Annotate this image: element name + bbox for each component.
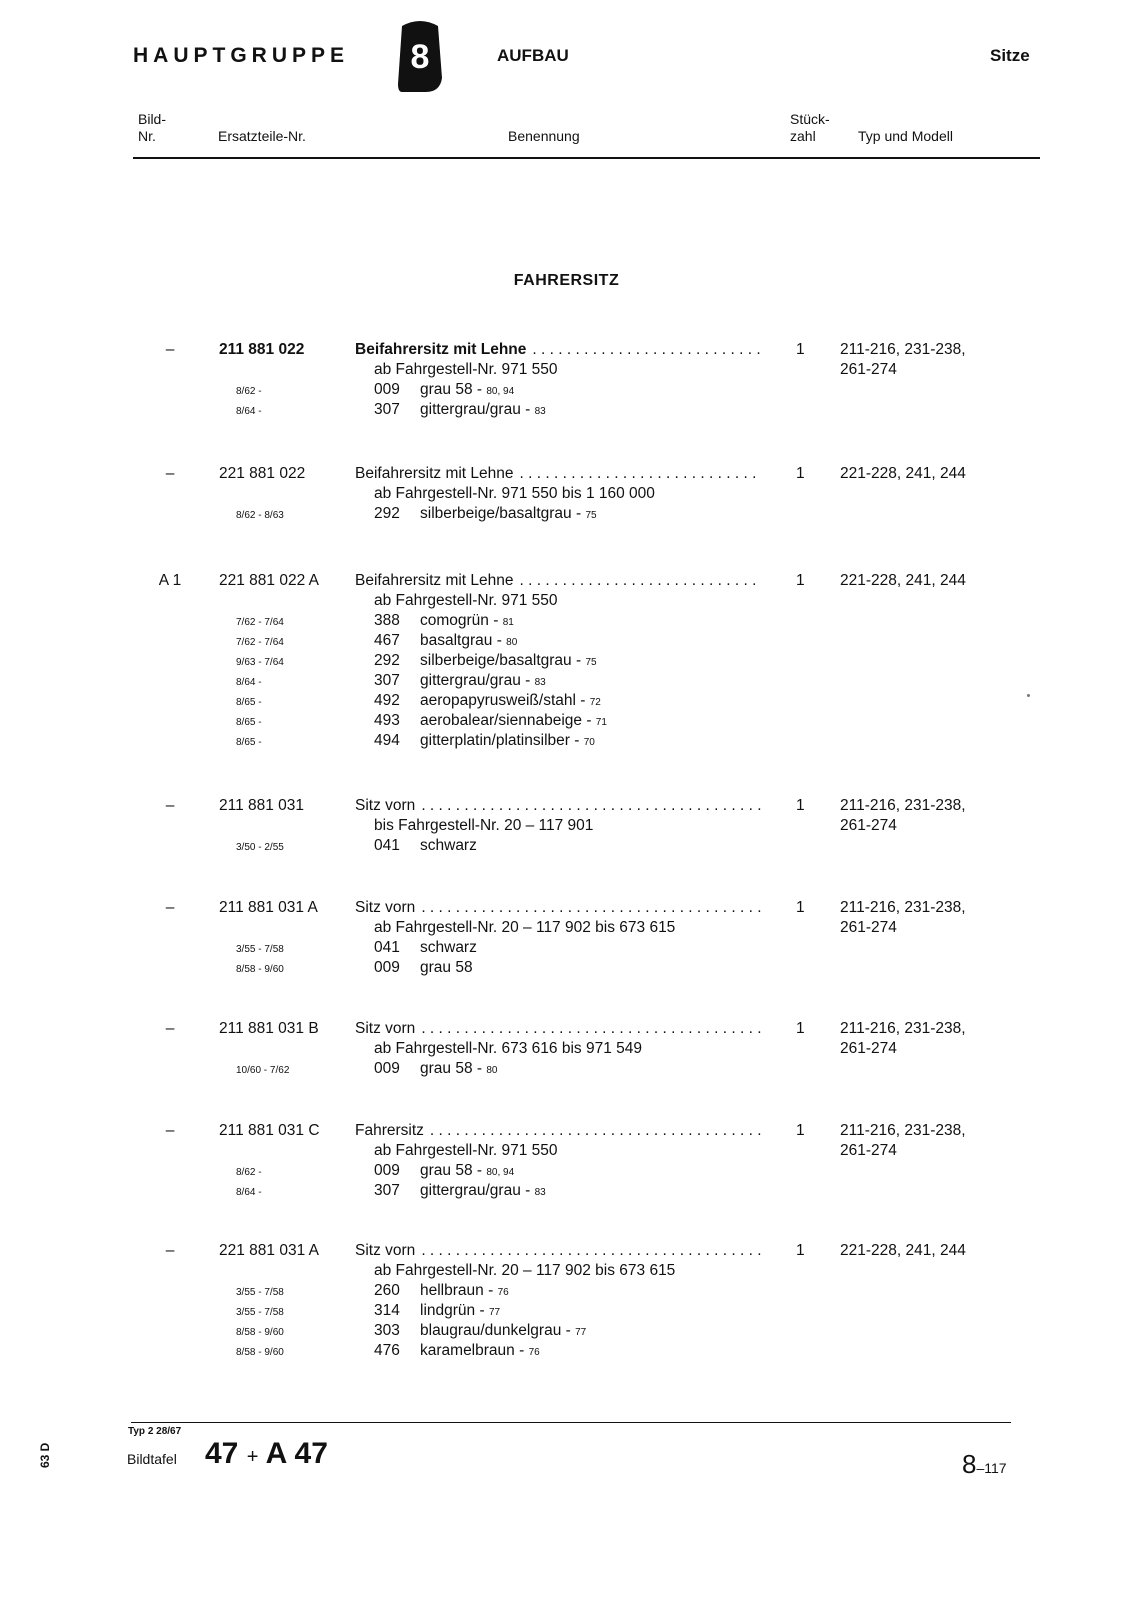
color-code: 307	[374, 401, 400, 418]
color-code: 041	[374, 837, 400, 854]
part-name-text: Beifahrersitz mit Lehne	[355, 465, 514, 482]
type-model-cont: 261-274	[840, 361, 897, 378]
part-number: 221 881 022 A	[219, 572, 319, 589]
entry-main-line	[0, 572, 1133, 592]
color-name-text: grau 58 -	[420, 1060, 483, 1077]
footer-rule	[131, 1422, 1011, 1423]
part-number: 211 881 031 C	[219, 1122, 320, 1139]
color-name	[420, 837, 477, 855]
side-code: 63 D	[38, 1442, 52, 1468]
part-name	[355, 572, 762, 590]
col-stueckzahl	[790, 111, 830, 145]
bildtafel-number	[205, 1437, 328, 1471]
date-range: 9/63 - 7/64	[236, 657, 284, 668]
group-title: HAUPTGRUPPE	[133, 44, 350, 67]
bild-nr: –	[165, 797, 175, 814]
color-row	[0, 381, 1133, 401]
color-name-text: grau 58	[420, 959, 473, 976]
entry-sub-line	[0, 1040, 1133, 1060]
color-name-text: comogrün -	[420, 612, 499, 629]
part-number: 221 881 031 A	[219, 1242, 319, 1259]
quantity: 1	[796, 1242, 805, 1259]
type-model: 221-228, 241, 244	[840, 465, 966, 482]
col-stueck-line1: Stück-	[790, 111, 830, 127]
color-name-text: lindgrün -	[420, 1302, 485, 1319]
color-row	[0, 939, 1133, 959]
color-name-text: gittergrau/grau -	[420, 401, 531, 418]
color-mark: 83	[534, 1187, 546, 1198]
color-name-text: schwarz	[420, 837, 477, 854]
part-number: 211 881 031 B	[219, 1020, 319, 1037]
color-name	[420, 1282, 509, 1300]
page-main: 8	[962, 1449, 977, 1479]
type-model: 211-216, 231-238,	[840, 797, 966, 814]
color-name	[420, 732, 595, 750]
part-name-text: Beifahrersitz mit Lehne	[355, 572, 514, 589]
quantity: 1	[796, 1020, 805, 1037]
color-row	[0, 959, 1133, 979]
color-name	[420, 692, 601, 710]
entry-sub-line	[0, 817, 1133, 837]
group-number: 8	[410, 38, 430, 76]
part-name-text: Beifahrersitz mit Lehne	[355, 341, 527, 358]
color-name	[420, 1060, 497, 1078]
bildtafel-b: A 47	[265, 1437, 328, 1470]
part-name	[355, 341, 762, 359]
leader-dots	[421, 1242, 762, 1260]
chassis-range: ab Fahrgestell-Nr. 20 – 117 902 bis 673 615	[374, 1262, 676, 1279]
color-row	[0, 401, 1133, 421]
color-row	[0, 1060, 1133, 1080]
part-name-text: Sitz vorn	[355, 1020, 416, 1037]
col-typ-modell: Typ und Modell	[858, 128, 953, 144]
quantity: 1	[796, 797, 805, 814]
color-name	[420, 1182, 546, 1200]
part-name	[355, 1122, 762, 1140]
entry-sub-line	[0, 485, 1133, 505]
color-name-text: basaltgrau -	[420, 632, 502, 649]
leader-dots	[520, 572, 762, 590]
color-row	[0, 1322, 1133, 1342]
part-name-text: Sitz vorn	[355, 899, 416, 916]
color-name	[420, 959, 473, 977]
part-name	[355, 1242, 762, 1260]
quantity: 1	[796, 341, 805, 358]
color-mark: 71	[595, 717, 607, 728]
leader-dots	[421, 899, 762, 917]
bildtafel-a: 47	[205, 1437, 239, 1470]
date-range: 10/60 - 7/62	[236, 1065, 290, 1076]
part-number: 221 881 022	[219, 465, 306, 482]
color-mark: 80, 94	[486, 386, 515, 397]
date-range: 8/58 - 9/60	[236, 1347, 284, 1358]
color-row	[0, 1342, 1133, 1362]
color-row	[0, 632, 1133, 652]
col-bild-line2: Nr.	[138, 128, 156, 144]
quantity: 1	[796, 465, 805, 482]
date-range: 3/50 - 2/55	[236, 842, 284, 853]
color-name-text: gittergrau/grau -	[420, 1182, 531, 1199]
color-row	[0, 692, 1133, 712]
type-model: 221-228, 241, 244	[840, 1242, 966, 1259]
color-code: 292	[374, 505, 400, 522]
color-mark: 81	[502, 617, 514, 628]
color-code: 009	[374, 1060, 400, 1077]
color-row	[0, 732, 1133, 752]
entry-sub-line	[0, 1262, 1133, 1282]
color-mark: 80	[486, 1065, 498, 1076]
entry-sub-line	[0, 592, 1133, 612]
color-row	[0, 652, 1133, 672]
type-model: 211-216, 231-238,	[840, 341, 966, 358]
color-mark: 83	[534, 406, 546, 417]
part-name	[355, 465, 762, 483]
bild-nr: A 1	[158, 572, 182, 589]
color-mark: 80, 94	[486, 1167, 515, 1178]
color-name	[420, 1302, 500, 1320]
date-range: 7/62 - 7/64	[236, 617, 284, 628]
group-badge	[396, 18, 444, 94]
chassis-range: ab Fahrgestell-Nr. 971 550 bis 1 160 000	[374, 485, 655, 502]
leader-dots	[520, 465, 762, 483]
page-number	[962, 1449, 1007, 1480]
part-number: 211 881 031	[219, 797, 305, 814]
color-row	[0, 837, 1133, 857]
color-code: 292	[374, 652, 400, 669]
color-name-text: silberbeige/basaltgrau -	[420, 505, 582, 522]
quantity: 1	[796, 899, 805, 916]
color-code: 009	[374, 1162, 400, 1179]
part-name	[355, 899, 762, 917]
date-range: 8/64 -	[236, 1187, 262, 1198]
quantity: 1	[796, 572, 805, 589]
color-name-text: aerobalear/siennabeige -	[420, 712, 592, 729]
color-mark: 77	[575, 1327, 587, 1338]
color-code: 009	[374, 381, 400, 398]
color-mark: 83	[534, 677, 546, 688]
color-mark: 75	[585, 510, 597, 521]
color-row	[0, 1302, 1133, 1322]
color-code: 494	[374, 732, 400, 749]
color-row	[0, 1182, 1133, 1202]
color-name-text: silberbeige/basaltgrau -	[420, 652, 582, 669]
bildtafel-label: Bildtafel	[127, 1451, 177, 1467]
type-model-cont: 261-274	[840, 817, 897, 834]
entry-main-line	[0, 899, 1133, 919]
part-name-text: Fahrersitz	[355, 1122, 424, 1139]
date-range: 7/62 - 7/64	[236, 637, 284, 648]
color-name-text: schwarz	[420, 939, 477, 956]
type-model: 221-228, 241, 244	[840, 572, 966, 589]
entry-main-line	[0, 1020, 1133, 1040]
color-mark: 75	[585, 657, 597, 668]
color-code: 388	[374, 612, 400, 629]
type-model: 211-216, 231-238,	[840, 899, 966, 916]
leader-dots	[532, 341, 762, 359]
date-range: 8/58 - 9/60	[236, 964, 284, 975]
section-name: Sitze	[990, 46, 1030, 65]
chassis-range: ab Fahrgestell-Nr. 971 550	[374, 361, 558, 378]
color-name-text: hellbraun -	[420, 1282, 494, 1299]
chassis-range: ab Fahrgestell-Nr. 971 550	[374, 1142, 558, 1159]
chassis-range: ab Fahrgestell-Nr. 673 616 bis 971 549	[374, 1040, 642, 1057]
color-code: 307	[374, 672, 400, 689]
color-name-text: blaugrau/dunkelgrau -	[420, 1322, 571, 1339]
type-model: 211-216, 231-238,	[840, 1020, 966, 1037]
color-row	[0, 712, 1133, 732]
color-code: 493	[374, 712, 400, 729]
date-range: 8/62 -	[236, 1167, 262, 1178]
color-code: 303	[374, 1322, 400, 1339]
color-name-text: gittergrau/grau -	[420, 672, 531, 689]
entry-main-line	[0, 1242, 1133, 1262]
col-bild	[138, 111, 166, 145]
color-name-text: grau 58 -	[420, 1162, 483, 1179]
color-name	[420, 939, 477, 957]
bild-nr: –	[165, 1122, 175, 1139]
part-name-text: Sitz vorn	[355, 797, 416, 814]
date-range: 8/65 -	[236, 717, 262, 728]
entry-sub-line	[0, 919, 1133, 939]
color-name	[420, 652, 597, 670]
bild-nr: –	[165, 341, 175, 358]
bild-nr: –	[165, 465, 175, 482]
part-name	[355, 797, 762, 815]
entry-sub-line	[0, 1142, 1133, 1162]
type-model-cont: 261-274	[840, 919, 897, 936]
header-rule	[133, 157, 1040, 159]
color-mark: 70	[583, 737, 595, 748]
color-code: 314	[374, 1302, 400, 1319]
col-bild-line1: Bild-	[138, 111, 167, 127]
color-mark: 80	[506, 637, 518, 648]
col-stueck-line2: zahl	[790, 128, 816, 144]
entry-main-line	[0, 1122, 1133, 1142]
date-range: 3/55 - 7/58	[236, 1307, 284, 1318]
date-range: 8/58 - 9/60	[236, 1327, 284, 1338]
section-title: FAHRERSITZ	[513, 272, 620, 289]
footer-typ: Typ 2 28/67	[128, 1426, 182, 1437]
date-range: 3/55 - 7/58	[236, 944, 284, 955]
scan-speck	[1027, 694, 1030, 697]
color-code: 467	[374, 632, 400, 649]
color-mark: 77	[488, 1307, 501, 1318]
color-mark: 76	[497, 1287, 509, 1298]
part-name	[355, 1020, 762, 1038]
color-code: 041	[374, 939, 400, 956]
group-name: AUFBAU	[497, 46, 569, 65]
type-model-cont: 261-274	[840, 1040, 897, 1057]
chassis-range: ab Fahrgestell-Nr. 20 – 117 902 bis 673 615	[374, 919, 676, 936]
leader-dots	[421, 1020, 762, 1038]
leader-dots	[421, 797, 762, 815]
color-name	[420, 1342, 540, 1360]
date-range: 8/65 -	[236, 737, 262, 748]
entry-main-line	[0, 465, 1133, 485]
part-name-text: Sitz vorn	[355, 1242, 416, 1259]
color-name-text: karamelbraun -	[420, 1342, 525, 1359]
color-code: 009	[374, 959, 400, 976]
color-row	[0, 1282, 1133, 1302]
bild-nr: –	[165, 899, 175, 916]
chassis-range: bis Fahrgestell-Nr. 20 – 117 901	[374, 817, 594, 834]
type-model: 211-216, 231-238,	[840, 1122, 966, 1139]
color-name-text: grau 58 -	[420, 381, 483, 398]
color-mark: 72	[589, 697, 601, 708]
date-range: 8/62 - 8/63	[236, 510, 284, 521]
date-range: 8/62 -	[236, 386, 262, 397]
color-name	[420, 1322, 586, 1340]
color-name	[420, 672, 546, 690]
color-code: 260	[374, 1282, 400, 1299]
entry-main-line	[0, 797, 1133, 817]
date-range: 8/65 -	[236, 697, 262, 708]
bild-nr: –	[165, 1020, 175, 1037]
color-name-text: aeropapyrusweiß/stahl -	[420, 692, 586, 709]
color-name-text: gitterplatin/platinsilber -	[420, 732, 580, 749]
color-row	[0, 505, 1133, 525]
color-row	[0, 672, 1133, 692]
color-mark: 76	[528, 1347, 540, 1358]
type-model-cont: 261-274	[840, 1142, 897, 1159]
col-benennung: Benennung	[508, 128, 580, 144]
date-range: 8/64 -	[236, 677, 262, 688]
chassis-range: ab Fahrgestell-Nr. 971 550	[374, 592, 558, 609]
page-sub: –117	[976, 1460, 1007, 1476]
date-range: 8/64 -	[236, 406, 262, 417]
quantity: 1	[796, 1122, 805, 1139]
color-name	[420, 401, 546, 419]
color-row	[0, 612, 1133, 632]
leader-dots	[430, 1122, 762, 1140]
part-number: 211 881 022	[219, 341, 305, 358]
color-code: 307	[374, 1182, 400, 1199]
bild-nr: –	[165, 1242, 175, 1259]
entry-sub-line	[0, 361, 1133, 381]
color-name	[420, 612, 514, 630]
bildtafel-plus: +	[246, 1446, 259, 1468]
color-name	[420, 381, 514, 399]
color-row	[0, 1162, 1133, 1182]
color-code: 492	[374, 692, 400, 709]
col-ersatzteile: Ersatzteile-Nr.	[218, 128, 306, 144]
entry-main-line	[0, 341, 1133, 361]
color-name	[420, 505, 597, 523]
color-name	[420, 1162, 514, 1180]
color-name	[420, 712, 607, 730]
date-range: 3/55 - 7/58	[236, 1287, 284, 1298]
part-number: 211 881 031 A	[219, 899, 318, 916]
color-code: 476	[374, 1342, 400, 1359]
color-name	[420, 632, 517, 650]
